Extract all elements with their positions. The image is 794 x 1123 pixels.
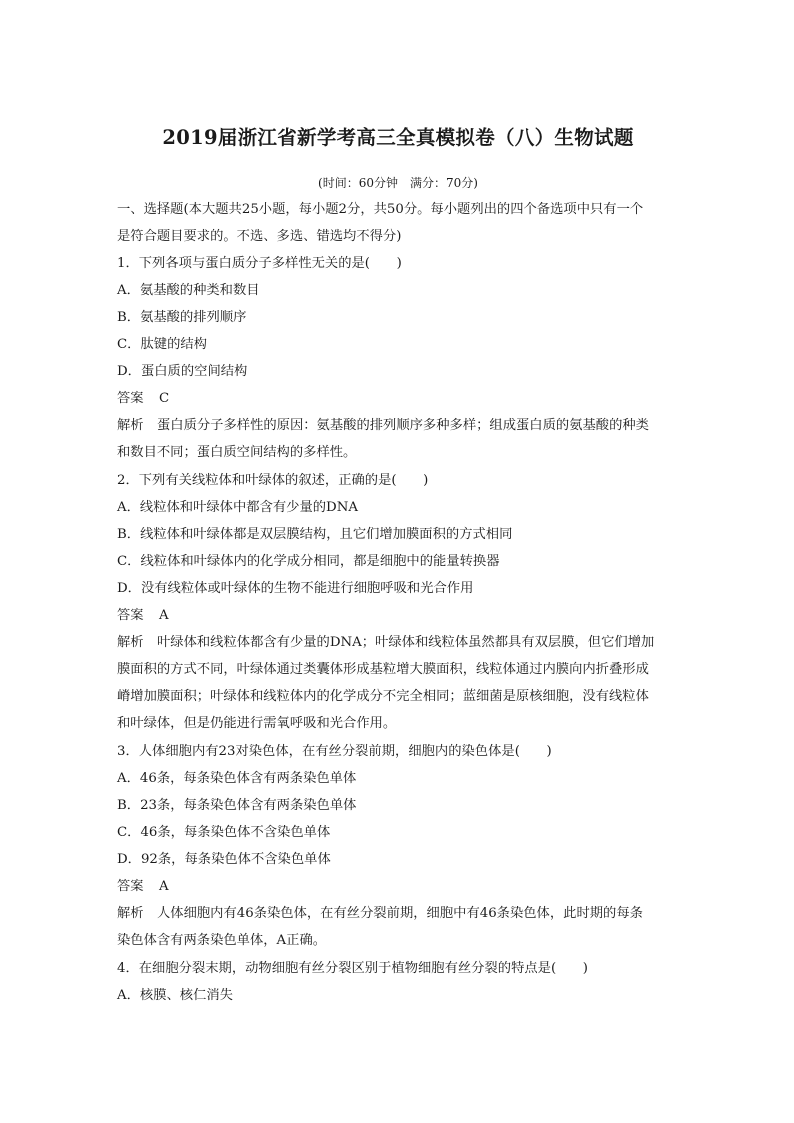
question-4-option-a: A．核膜、核仁消失 [117,988,233,1003]
question-3-option-c: C．46条，每条染色体不含染色单体 [117,825,331,840]
question-2-explanation-line-4: 和叶绿体，但是仍能进行需氧呼吸和光合作用。 [117,716,397,731]
explanation-label: 解析 [117,635,144,650]
question-2-explanation-line-2: 膜面积的方式不同，叶绿体通过类囊体形成基粒增大膜面积，线粒体通过内膜向内折叠形成 [117,662,649,677]
question-3-explanation-line-1 [117,905,643,923]
page-title: 2019届浙江省新学考高三全真模拟卷（八）生物试题 [162,126,634,149]
explanation-text: 人体细胞内有46条染色体，在有丝分裂前期，细胞中有46条染色体，此时期的每条 [157,906,643,921]
question-3-stem: 3．人体细胞内有23对染色体，在有丝分裂前期，细胞内的染色体是( ) [117,744,552,759]
answer-label: 答案 [117,608,144,623]
question-1-stem: 1．下列各项与蛋白质分子多样性无关的是( ) [117,256,402,271]
question-4-stem: 4．在细胞分裂末期，动物细胞有丝分裂区别于植物细胞有丝分裂的特点是( ) [117,961,588,976]
question-2-option-d: D．没有线粒体或叶绿体的生物不能进行细胞呼吸和光合作用 [117,581,474,596]
question-3-option-b: B．23条，每条染色体含有两条染色单体 [117,798,357,813]
question-1-option-b: B．氨基酸的排列顺序 [117,310,247,325]
explanation-label: 解析 [117,906,144,921]
explanation-text: 叶绿体和线粒体都含有少量的DNA；叶绿体和线粒体虽然都具有双层膜，但它们增加 [157,635,655,650]
answer-label: 答案 [117,391,144,406]
exam-info: (时间：60分钟 满分：70分) [318,176,478,190]
answer-value: A [159,879,169,894]
question-3-answer [117,878,169,896]
question-2-option-c: C．线粒体和叶绿体内的化学成分相同，都是细胞中的能量转换器 [117,554,500,569]
explanation-label: 解析 [117,418,144,433]
question-3-option-a: A．46条，每条染色体含有两条染色单体 [117,771,357,786]
question-1-option-c: C．肽键的结构 [117,337,207,352]
question-2-option-b: B．线粒体和叶绿体都是双层膜结构，且它们增加膜面积的方式相同 [117,527,513,542]
question-1-explanation-line-2: 和数目不同；蛋白质空间结构的多样性。 [117,445,357,460]
answer-label: 答案 [117,879,144,894]
question-2-stem: 2．下列有关线粒体和叶绿体的叙述，正确的是( ) [117,473,429,488]
question-1-answer [117,390,169,408]
question-2-option-a: A．线粒体和叶绿体中都含有少量的DNA [117,500,358,515]
answer-value: C [159,391,170,406]
answer-value: A [159,608,169,623]
question-3-option-d: D．92条，每条染色体不含染色单体 [117,852,331,867]
question-1-option-a: A．氨基酸的种类和数目 [117,283,260,298]
section-intro-line-2: 是符合题目要求的。不选、多选、错选均不得分) [117,229,402,244]
section-intro-line-1: 一、选择题(本大题共25小题，每小题2分，共50分。每小题列出的四个备选项中只有一个 [117,202,644,217]
question-2-answer [117,607,169,625]
explanation-text: 蛋白质分子多样性的原因：氨基酸的排列顺序多种多样；组成蛋白质的氨基酸的种类 [157,418,649,433]
question-1-explanation-line-1 [117,417,649,435]
question-1-option-d: D．蛋白质的空间结构 [117,364,248,379]
question-2-explanation-line-1 [117,634,654,652]
question-2-explanation-line-3: 嵴增加膜面积；叶绿体和线粒体内的化学成分不完全相同；蓝细菌是原核细胞，没有线粒体 [117,689,649,704]
question-3-explanation-line-2: 染色体含有两条染色单体，A正确。 [117,933,327,948]
